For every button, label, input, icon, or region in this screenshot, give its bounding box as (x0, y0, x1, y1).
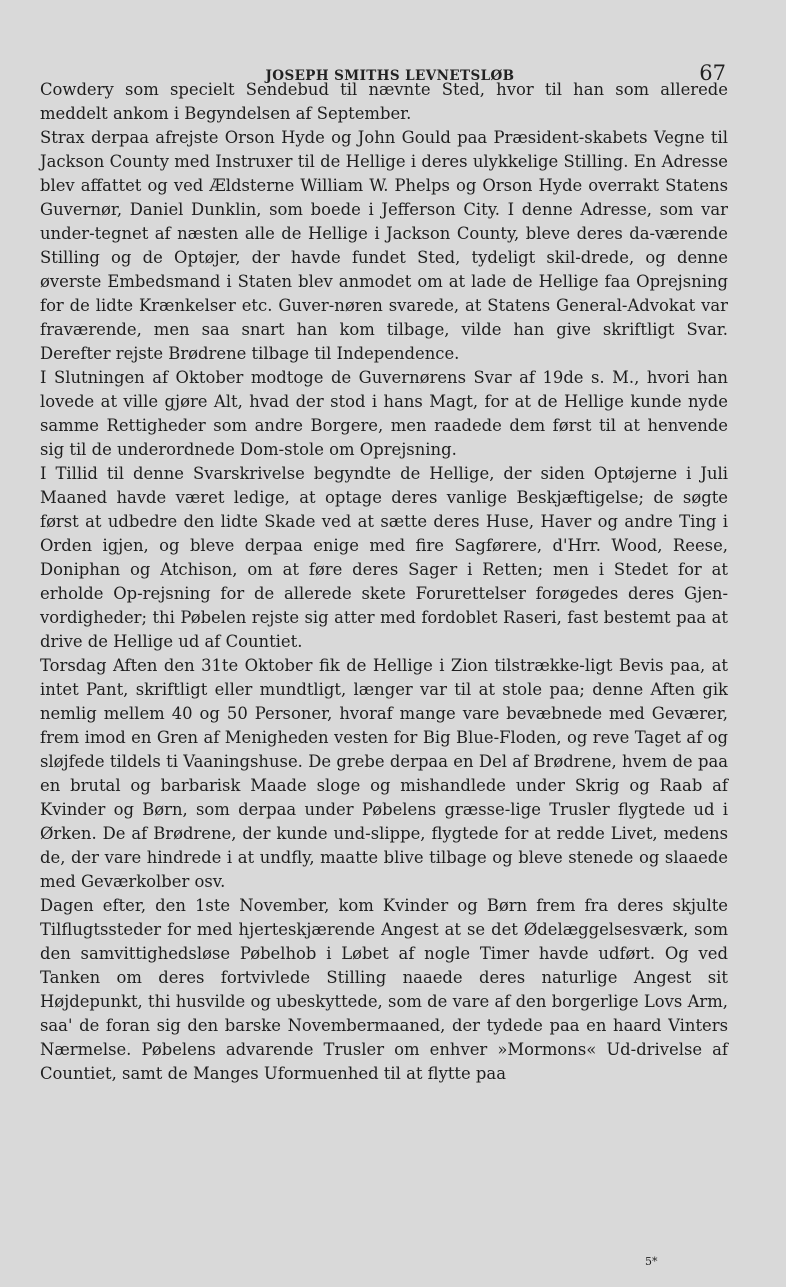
body-text (40, 78, 728, 1086)
paragraph: I Slutningen af Oktober modtoge de Guvernørens Svar af 19de s. M., hvori han lovede at ville gjøre Alt, hvad der stod i hans Magt, for at de Hellige kunde nyde samme Rettigheder som andre Borgere, men raadede dem først til at henvende sig til de underordnede Dom-stole om Oprejsning. (40, 368, 728, 459)
paragraph: Torsdag Aften den 31te Oktober fik de Hellige i Zion tilstrække-ligt Bevis paa, at intet Pant, skriftligt eller mundtligt, længer var til at stole paa; denne Aften gik nemlig mellem 40 og 50 Personer, hvoraf mange vare bevæbnede med Geværer, frem imod en Gren af Menigheden vesten for Big Blue-Floden, og reve Taget af og sløjfede tildels ti Vaaningshuse. De grebe derpaa en Del af Brødrene, hvem de paa en brutal og barbarisk Maade sloge og mishandlede under Skrig og Raab af Kvinder og Børn, som derpaa under Pøbelens græsse-lige Trusler flygtede ud i Ørken. De af Brødrene, der kunde und-slippe, flygtede for at redde Livet, medens de, der vare hindrede i at undfly, maatte blive tilbage og bleve stenede og slaaede med Geværkolber osv. (40, 656, 728, 891)
paragraph: Strax derpaa afrejste Orson Hyde og John Gould paa Præsident-skabets Vegne til Jackson County med Instruxer til de Hellige i deres ulykkelige Stilling. En Adresse blev affattet og ved Ældsterne William W. Phelps og Orson Hyde overrakt Statens Guvernør, Daniel Dunklin, som boede i Jefferson City. I denne Adresse, som var under-tegnet af næsten alle de Hellige i Jackson County, bleve deres da-værende Stilling og de Optøjer, der havde fundet Sted, tydeligt skil-drede, og denne øverste Embedsmand i Staten blev anmodet om at lade de Hellige faa Oprejsning for de lidte Krænkelser etc. Guver-nøren svarede, at Statens General-Advokat var fraværende, men saa snart han kom tilbage, vilde han give skriftligt Svar. Derefter rejste Brødrene tilbage til Independence. (40, 128, 728, 363)
paragraph: Dagen efter, den 1ste November, kom Kvinder og Børn frem fra deres skjulte Tilflugtssteder for med hjerteskjærende Angest at se det Ødelæggelsesværk, som den samvittighedsløse Pøbelhob i Løbet af nogle Timer havde udført. Og ved Tanken om deres fortvivlede Stilling naaede deres naturlige Angest sit Højdepunkt, thi husvilde og ubeskyttede, som de vare af den borgerlige Lovs Arm, saa' de foran sig den barske Novembermaaned, der tydede paa en haard Vinters Nærmelse. Pøbelens advarende Trusler om enhver »Mormons« Ud-drivelse af Countiet, samt de Manges Uformuenhed til at flytte paa (40, 896, 728, 1083)
page-number: 67 (699, 61, 726, 85)
paragraph: Cowdery som specielt Sendebud til nævnte Sted, hvor til han som allerede meddelt ankom i Begyndelsen af September. (40, 80, 728, 123)
running-title: JOSEPH SMITHS LEVNETSLØB (265, 68, 515, 84)
signature-mark: 5* (645, 1255, 658, 1268)
paragraph: I Tillid til denne Svarskrivelse begyndte de Hellige, der siden Optøjerne i Juli Maaned havde været ledige, at optage deres vanlige Beskjæftigelse; de søgte først at udbedre den lidte Skade ved at sætte deres Huse, Haver og andre Ting i Orden igjen, og bleve derpaa enige med fire Sagførere, d'Hrr. Wood, Reese, Doniphan og Atchison, om at føre deres Sager i Retten; men i Stedet for at erholde Op-rejsning for de allerede skete Forurettelser forøgedes deres Gjen-vordigheder; thi Pøbelen rejste sig atter med fordoblet Raseri, fast bestemt paa at drive de Hellige ud af Countiet. (40, 464, 728, 651)
